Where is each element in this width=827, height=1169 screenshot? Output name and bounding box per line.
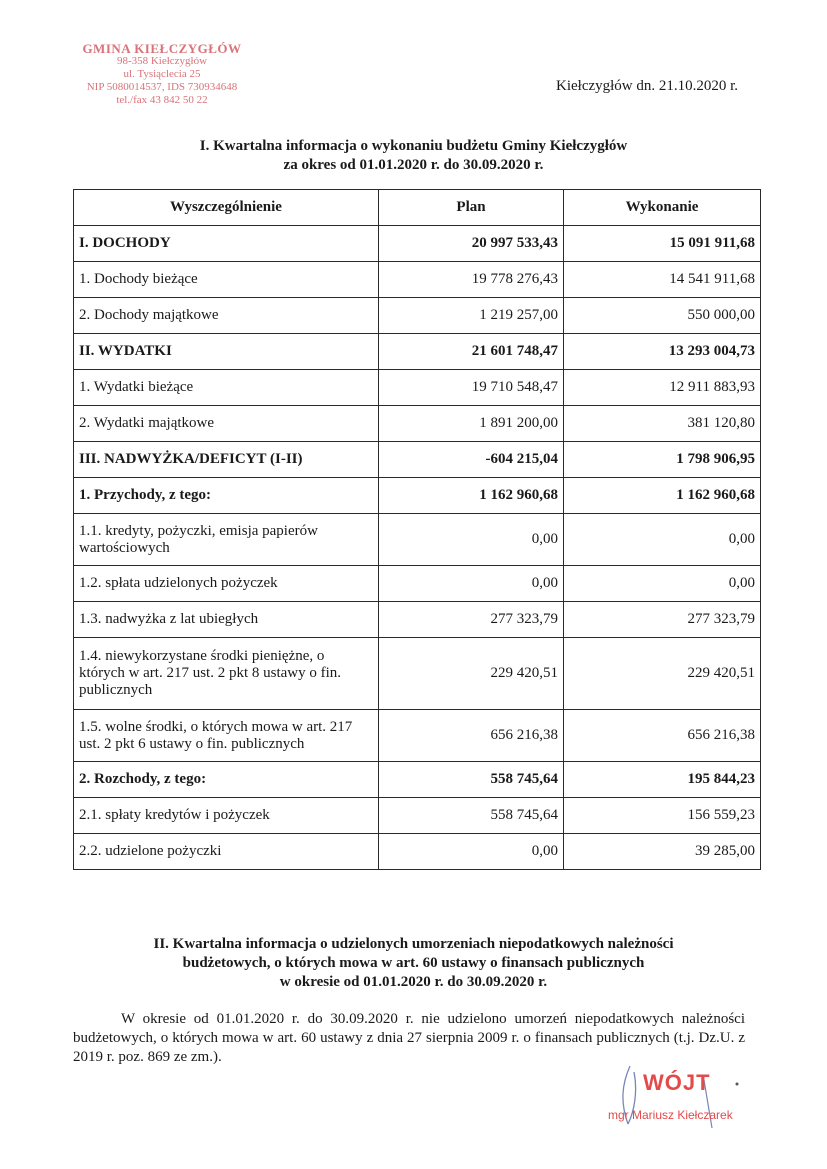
row-label: 2. Dochody majątkowe <box>74 298 379 334</box>
row-execution-value: 156 559,23 <box>564 798 761 834</box>
row-plan-value: 20 997 533,43 <box>379 226 564 262</box>
row-label: 1. Przychody, z tego: <box>74 478 379 514</box>
table-row <box>74 478 761 514</box>
row-label: 1. Wydatki bieżące <box>74 370 379 406</box>
table-row <box>74 298 761 334</box>
table-body <box>74 226 761 870</box>
row-execution-value: 1 798 906,95 <box>564 442 761 478</box>
table-row <box>74 638 761 710</box>
table-row <box>74 710 761 762</box>
table-row <box>74 566 761 602</box>
row-execution-value: 12 911 883,93 <box>564 370 761 406</box>
signature-role: WÓJT <box>643 1070 711 1095</box>
row-execution-value: 1 162 960,68 <box>564 478 761 514</box>
stamp-address-line: ul. Tysiąclecia 25 <box>123 68 201 80</box>
municipality-stamp <box>62 42 262 107</box>
section2-paragraph <box>73 1010 745 1067</box>
budget-table <box>73 189 761 870</box>
table-header-row <box>74 190 761 226</box>
table-row <box>74 798 761 834</box>
section2-paragraph-text: W okresie od 01.01.2020 r. do 30.09.2020 r. nie udzielono umorzeń niepodatkowych należności budżetowych, o których mowa w art. 60 ustawy z dnia 27 sierpnia 2009 r. o finansach publicznych (t.j. Dz.U. z 2019 r. poz. 869 ze zm.). <box>73 1011 745 1065</box>
row-label: 1.5. wolne środki, o których mowa w art. 217 ust. 2 pkt 6 ustawy o fin. publicznych <box>74 710 379 762</box>
stamp-address-line: 98-358 Kiełczygłów <box>116 55 208 67</box>
section1-heading-line1: I. Kwartalna informacja o wykonaniu budżetu Gminy Kiełczygłów <box>199 138 628 154</box>
row-execution-value: 195 844,23 <box>564 762 761 798</box>
row-plan-value: -604 215,04 <box>379 442 564 478</box>
row-plan-value: 558 745,64 <box>379 762 564 798</box>
row-execution-value: 13 293 004,73 <box>564 334 761 370</box>
row-plan-value: 277 323,79 <box>379 602 564 638</box>
stamp-title: GMINA KIEŁCZYGŁÓW <box>82 41 242 56</box>
stamp-phone-line: tel./fax 43 842 50 22 <box>116 94 208 106</box>
signature-block <box>600 1062 770 1132</box>
row-execution-value: 15 091 911,68 <box>564 226 761 262</box>
header-execution: Wykonanie <box>564 190 761 226</box>
table-row <box>74 226 761 262</box>
table-row <box>74 442 761 478</box>
table-row <box>74 514 761 566</box>
header-plan: Plan <box>379 190 564 226</box>
row-execution-value: 0,00 <box>564 566 761 602</box>
row-label: 1.1. kredyty, pożyczki, emisja papierów wartościowych <box>74 514 379 566</box>
document-date: Kiełczygłów dn. 21.10.2020 r. <box>556 78 739 94</box>
row-execution-value: 14 541 911,68 <box>564 262 761 298</box>
row-plan-value: 0,00 <box>379 834 564 870</box>
row-plan-value: 1 219 257,00 <box>379 298 564 334</box>
row-label: 1.4. niewykorzystane środki pieniężne, o których w art. 217 ust. 2 pkt 8 ustawy o fin. publicznych <box>74 638 379 710</box>
row-label: 2. Rozchody, z tego: <box>74 762 379 798</box>
row-execution-value: 229 420,51 <box>564 638 761 710</box>
row-plan-value: 0,00 <box>379 566 564 602</box>
table-row <box>74 406 761 442</box>
stamp-tax-id-line: NIP 5080014537, IDS 730934648 <box>86 81 238 93</box>
table-row <box>74 262 761 298</box>
section1-heading <box>0 137 827 175</box>
row-execution-value: 0,00 <box>564 514 761 566</box>
row-label: III. NADWYŻKA/DEFICYT (I-II) <box>74 442 379 478</box>
row-execution-value: 381 120,80 <box>564 406 761 442</box>
row-label: 1.3. nadwyżka z lat ubiegłych <box>74 602 379 638</box>
table-row <box>74 334 761 370</box>
row-label: 1.2. spłata udzielonych pożyczek <box>74 566 379 602</box>
row-plan-value: 229 420,51 <box>379 638 564 710</box>
row-plan-value: 19 778 276,43 <box>379 262 564 298</box>
table-row <box>74 762 761 798</box>
row-plan-value: 656 216,38 <box>379 710 564 762</box>
table-row <box>74 370 761 406</box>
section1-heading-line2: za okres od 01.01.2020 r. do 30.09.2020 r. <box>283 157 544 173</box>
row-plan-value: 21 601 748,47 <box>379 334 564 370</box>
section2-heading-line1: II. Kwartalna informacja o udzielonych umorzeniach niepodatkowych należności <box>153 936 674 952</box>
row-label: 2. Wydatki majątkowe <box>74 406 379 442</box>
row-plan-value: 1 891 200,00 <box>379 406 564 442</box>
row-plan-value: 19 710 548,47 <box>379 370 564 406</box>
row-execution-value: 656 216,38 <box>564 710 761 762</box>
row-label: I. DOCHODY <box>74 226 379 262</box>
table-row <box>74 602 761 638</box>
section2-heading <box>0 935 827 992</box>
row-label: 1. Dochody bieżące <box>74 262 379 298</box>
header-description: Wyszczególnienie <box>74 190 379 226</box>
row-label: II. WYDATKI <box>74 334 379 370</box>
row-plan-value: 558 745,64 <box>379 798 564 834</box>
row-execution-value: 550 000,00 <box>564 298 761 334</box>
row-plan-value: 1 162 960,68 <box>379 478 564 514</box>
section2-heading-line3: w okresie od 01.01.2020 r. do 30.09.2020 r. <box>279 974 548 990</box>
section2-heading-line2: budżetowych, o których mowa w art. 60 ustawy o finansach publicznych <box>182 955 645 971</box>
signature-name: mgr Mariusz Kiełczarek <box>608 1108 733 1122</box>
row-label: 2.2. udzielone pożyczki <box>74 834 379 870</box>
row-plan-value: 0,00 <box>379 514 564 566</box>
row-execution-value: 277 323,79 <box>564 602 761 638</box>
table-row <box>74 834 761 870</box>
row-execution-value: 39 285,00 <box>564 834 761 870</box>
row-label: 2.1. spłaty kredytów i pożyczek <box>74 798 379 834</box>
